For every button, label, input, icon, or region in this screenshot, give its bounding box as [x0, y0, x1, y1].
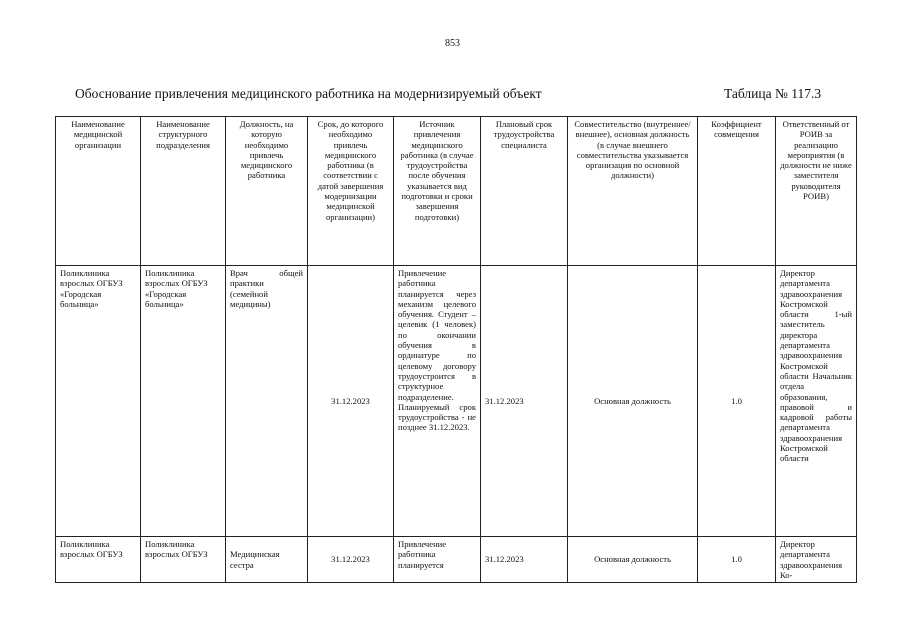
header-combination: Совместительство (внутреннее/внешнее), основная должность (в случае внешнего совместительства указывается организация по основной должности): [568, 117, 698, 266]
header-org: Наименование медицинской организации: [56, 117, 141, 266]
cell-deadline: 31.12.2023: [308, 266, 394, 537]
header-unit: Наименование структурного подразделения: [141, 117, 226, 266]
cell-unit: Поликлиника взрослых ОГБУЗ «Городская больница»: [141, 266, 226, 537]
header-source: Источник привлечения медицинского работника (в случае трудоустройства после обучения указывается вид подготовки и сроки завершения подготовки): [394, 117, 481, 266]
cell-deadline: 31.12.2023: [308, 537, 394, 583]
cell-position: Врач общей практики (семейной медицины): [226, 266, 308, 537]
cell-org: Поликлиника взрослых ОГБУЗ «Городская больница»: [56, 266, 141, 537]
cell-planned: 31.12.2023: [481, 266, 568, 537]
cell-source: Привлечение работника планируется: [394, 537, 481, 583]
cell-position: Медицинская сестра: [226, 537, 308, 583]
cell-responsible: Директор департамента здравоохранения Костромской области 1-ый заместитель директора департамента здравоохранения Костромской области Начальник отдела образования, правовой и кадровой работы департамента здравоохранения Костромской области: [776, 266, 857, 537]
table-row: [56, 537, 857, 583]
document-title: Обоснование привлечения медицинского работника на модернизируемый объект: [75, 86, 542, 101]
table-number: Таблица № 117.3: [724, 86, 822, 101]
cell-responsible: Директор департамента здравоохранения Ко-: [776, 537, 857, 583]
header-responsible: Ответственный от РОИВ за реализацию мероприятия (в должности не ниже заместителя руководителя РОИВ): [776, 117, 857, 266]
cell-combination: Основная должность: [568, 266, 698, 537]
cell-coefficient: 1.0: [698, 537, 776, 583]
cell-source: Привлечение работника планируется через механизм целевого обучения. Студент – целевик (1 человек) по окончании обучения в ординатуре по целевому договору трудоустроится в структурное подразделение. Планируемый срок трудоустройства - не позднее 31.12.2023.: [394, 266, 481, 537]
page-number: 853: [445, 38, 460, 49]
header-coefficient: Коэффициент совмещения: [698, 117, 776, 266]
table-header-row: [56, 117, 857, 266]
justification-table: [55, 116, 857, 583]
cell-combination: Основная должность: [568, 537, 698, 583]
cell-unit: Поликлиника взрослых ОГБУЗ: [141, 537, 226, 583]
table-row: [56, 266, 857, 537]
cell-org: Поликлиника взрослых ОГБУЗ: [56, 537, 141, 583]
cell-planned: 31.12.2023: [481, 537, 568, 583]
header-planned: Плановый срок трудоустройства специалиста: [481, 117, 568, 266]
header-deadline: Срок, до которого необходимо привлечь медицинского работника (в соответствии с датой завершения модернизации медицинской организации): [308, 117, 394, 266]
cell-coefficient: 1.0: [698, 266, 776, 537]
header-position: Должность, на которую необходимо привлечь медицинского работника: [226, 117, 308, 266]
